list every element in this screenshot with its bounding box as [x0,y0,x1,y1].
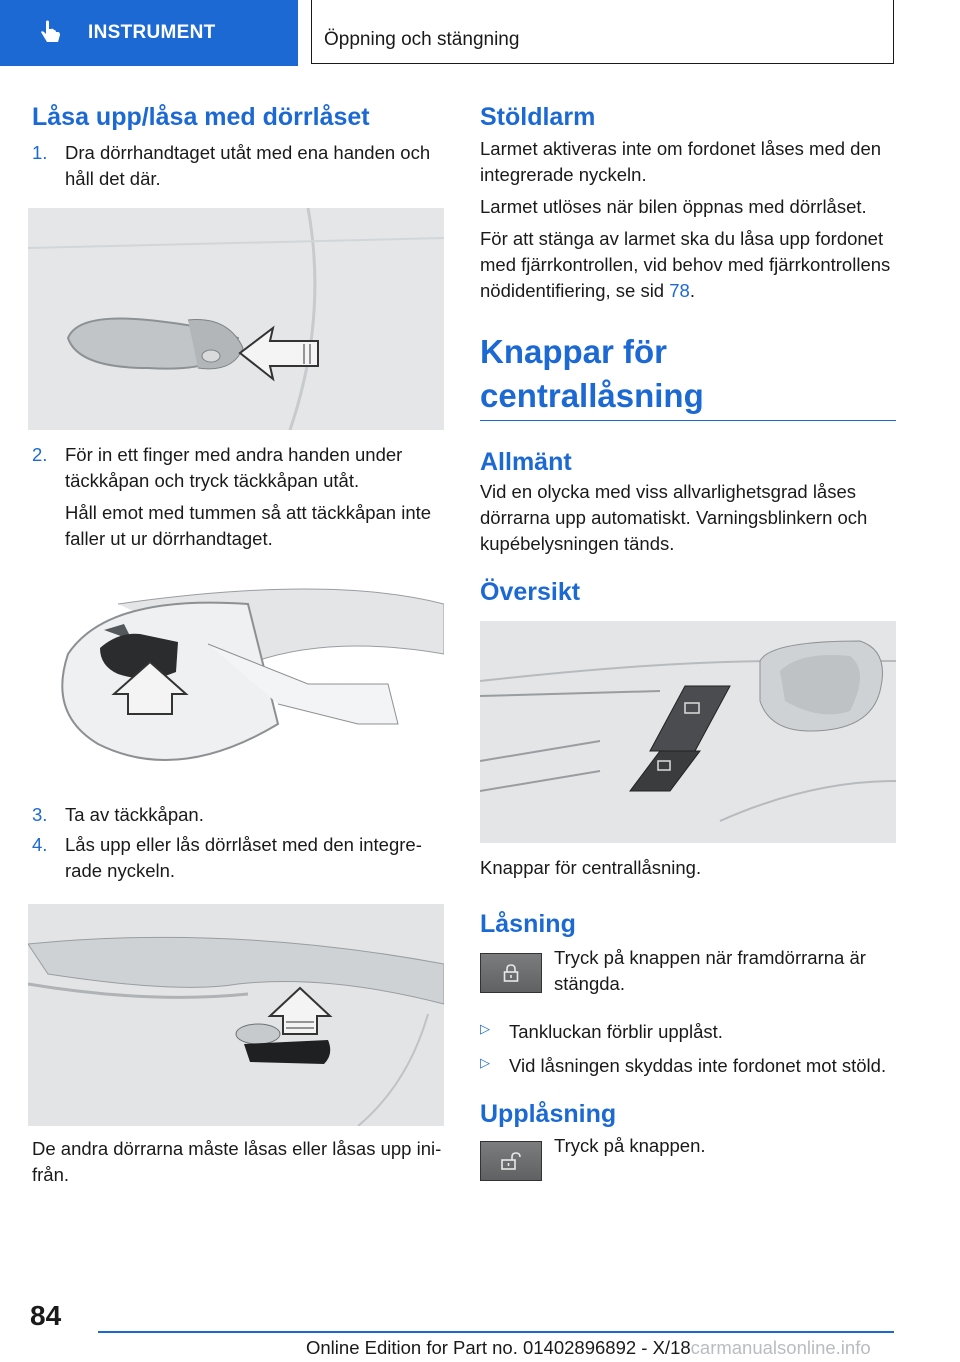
heading-central-locking: Knappar för centrallåsning [480,330,896,421]
triangle-bullet-icon: ▷ [480,1055,490,1070]
step-text: Ta av täckkåpan. [65,804,204,825]
page-number: 84 [30,1300,62,1331]
right-column [480,100,896,1181]
list-item: ▷ Tankluckan förblir upplåst. [480,1019,896,1045]
alarm-paragraph-1: Larmet aktiveras inte om fordonet låses med den integrerade nyckeln. [480,138,882,185]
triangle-bullet-icon: ▷ [480,1021,490,1036]
lock-open-icon [500,1151,522,1171]
section-label: INSTRUMENT [88,22,216,43]
heading-overview: Översikt [480,578,581,606]
step-text: För in ett finger med andra handen under täckkåpan och tryck täckkåpan utåt. [65,444,403,491]
alarm-paragraph-3: För att stänga av larmet ska du låsa upp fordonet med fjärrkontrollen, vid behov med fjärrkontrollens nödidentifiering, se sid 78. [480,228,891,301]
list-item: 2. För in ett finger med andra handen under täckkåpan och tryck täckkåpan utåt. Håll emot med tummen så att täckkåpan inte faller ut ur dörrhandtaget. [32,442,444,552]
watermark: carmanualsonline.info [690,1337,871,1358]
lock-closed-icon [501,963,521,983]
left-column [28,100,444,1188]
locking-row [480,947,896,997]
unlocking-row [480,1135,896,1181]
door-handle-photo-1 [28,208,444,430]
unlock-button-image [480,1141,542,1181]
closing-text: De andra dörrarna måste låsas eller låsas upp inifrån. [32,1138,442,1185]
list-item: 4. Lås upp eller lås dörrlåset med den integrerade nyckeln. [32,832,444,884]
general-text: Vid en olycka med viss allvarlighetsgrad låses dörrarna upp automatiskt. Varningsblinkern och kupébelysningen tänds. [480,481,868,554]
step-note: Håll emot med tummen så att täckkåpan inte faller ut ur dörrhandtaget. [65,502,432,549]
heading-locking: Låsning [480,910,576,938]
list-item: 1. Dra dörrhandtaget utåt med ena handen och håll det där. [32,140,444,192]
heading-unlocking: Upplåsning [480,1100,617,1128]
locking-text: Tryck på knappen när framdörrarna är stängda. [554,947,866,994]
step-text: Dra dörrhandtaget utåt med ena handen och håll det där. [65,142,431,189]
heading-general: Allmänt [480,448,572,476]
step-text: Lås upp eller lås dörrlåset med den integrerade nyckeln. [65,834,422,881]
heading-door-lock: Låsa upp/låsa med dörrlåset [32,103,370,131]
alarm-paragraph-2: Larmet utlöses när bilen öppnas med dörrlåset. [480,196,867,217]
list-item: 3. Ta av täckkåpan. [32,802,444,828]
lock-buttons-photo [480,621,896,843]
chapter-title: Öppning och stängning [311,0,894,64]
list-item: ▷ Vid låsningen skyddas inte fordonet mot stöld. [480,1053,896,1079]
door-handle-photo-2 [28,574,444,780]
page-link[interactable]: 78 [669,280,690,301]
footer-divider [98,1331,894,1333]
footer-edition: Online Edition for Part no. 01402896892 - X/18carmanualsonline.info [306,1337,871,1358]
unlocking-text: Tryck på knappen. [554,1135,706,1156]
section-tab [0,0,298,66]
heading-alarm: Stöldlarm [480,103,596,131]
overview-caption: Knappar för centrallåsning. [480,857,702,878]
door-handle-photo-3 [28,904,444,1126]
pointing-hand-icon [36,18,66,48]
lock-button-image [480,953,542,993]
